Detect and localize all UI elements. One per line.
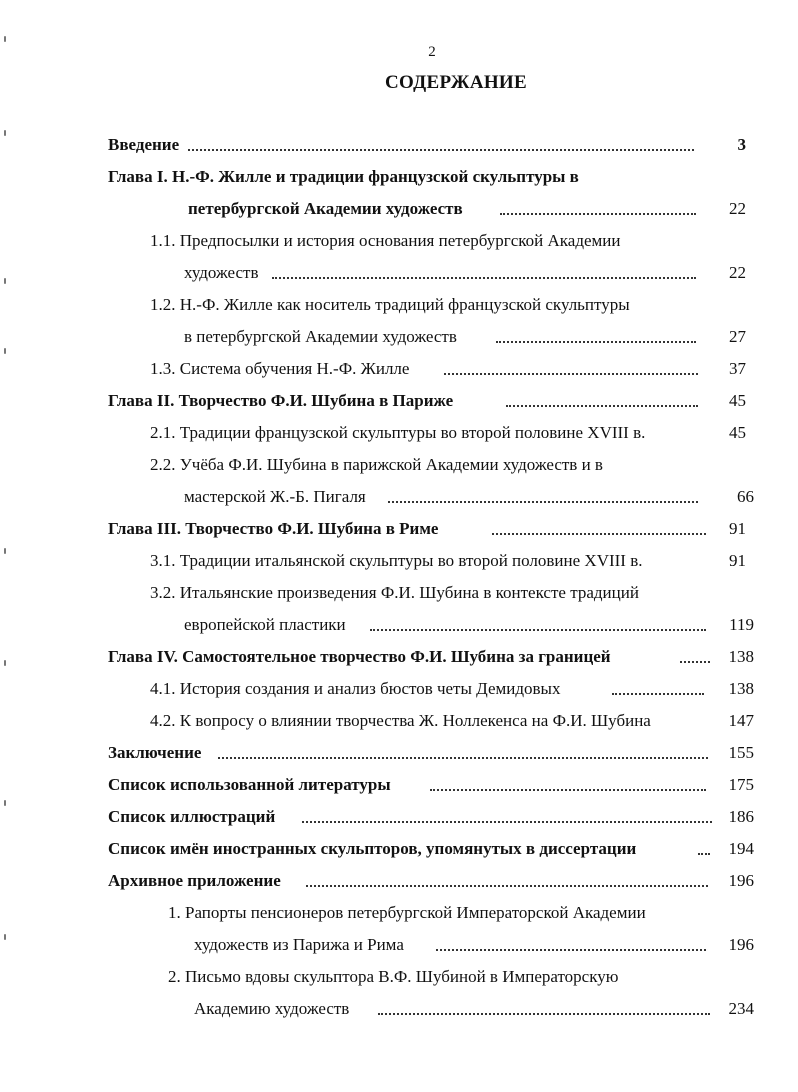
toc-entry-label: Глава IV. Самостоятельное творчество Ф.И. Шубина за границей (108, 647, 611, 666)
scan-mark (4, 934, 6, 940)
page-number: 2 (428, 44, 436, 60)
toc-page-number: 138 (728, 679, 754, 698)
toc-entry-section-3-2-cont (184, 612, 754, 638)
toc-entry-label: 2. Письмо вдовы скульптора В.Ф. Шубиной в Императорскую (168, 967, 619, 986)
toc-entry-archive (108, 868, 754, 894)
toc-entry-label: Глава II. Творчество Ф.И. Шубина в Париже (108, 391, 454, 410)
leader-dots (306, 883, 708, 887)
toc-entry-label: Список использованной литературы (108, 775, 391, 794)
leader-dots (506, 403, 698, 407)
toc-entry-label: Список иллюстраций (108, 807, 276, 826)
leader-dots (496, 339, 696, 343)
toc-page-number: 175 (728, 775, 754, 794)
toc-entry-section-4-2 (150, 708, 754, 734)
leader-dots (370, 627, 706, 631)
scan-mark (4, 36, 6, 42)
scan-mark (4, 348, 6, 354)
leader-dots (680, 659, 710, 663)
toc-entry-chapter-1-cont (188, 196, 754, 222)
toc-entry-label: Введение (108, 135, 180, 154)
toc-entry-section-1-2-cont (184, 324, 754, 350)
toc-entry-introduction (108, 132, 754, 158)
toc-entry-label: 1.3. Система обучения Н.-Ф. Жилле (150, 359, 410, 378)
toc-page-number: 66 (737, 487, 754, 506)
toc-entry-label: в петербургской Академии художеств (184, 327, 457, 346)
scan-mark (4, 800, 6, 806)
toc-entry-archive-item-1 (168, 900, 754, 926)
leader-dots (492, 531, 706, 535)
toc-page-number: 45 (729, 423, 746, 442)
toc-entry-archive-item-2 (168, 964, 754, 990)
toc-entry-label: художеств из Парижа и Рима (194, 935, 404, 954)
toc-page-number: 27 (729, 327, 746, 346)
leader-dots (444, 371, 698, 375)
toc-entry-label: 2.1. Традиции французской скульптуры во второй половине XVIII в. (150, 423, 646, 442)
toc-entry-label: художеств (184, 263, 259, 282)
leader-dots (436, 947, 706, 951)
toc-page-number: 234 (728, 999, 754, 1018)
toc-page-number: 22 (729, 199, 746, 218)
toc-page-number: 196 (728, 935, 754, 954)
toc-entry-archive-item-2-cont (194, 996, 754, 1022)
leader-dots (500, 211, 696, 215)
leader-dots (272, 275, 696, 279)
toc-entry-bibliography (108, 772, 754, 798)
toc-entry-section-1-2 (150, 292, 754, 318)
toc-entry-section-2-2 (150, 452, 754, 478)
toc-entry-label: 1. Рапорты пенсионеров петербургской Императорской Академии (168, 903, 646, 922)
toc-entry-section-4-1 (150, 676, 754, 702)
scan-mark (4, 130, 6, 136)
leader-dots (612, 691, 704, 695)
toc-entry-label: 3.1. Традиции итальянской скульптуры во второй половине XVIII в. (150, 551, 643, 570)
toc-entry-label: Глава III. Творчество Ф.И. Шубина в Риме (108, 519, 439, 538)
toc-page-number: 147 (728, 711, 754, 730)
leader-dots (388, 499, 698, 503)
toc-entry-section-2-2-cont (184, 484, 754, 510)
leader-dots (218, 755, 708, 759)
toc-entry-label: Список имён иностранных скульпторов, упомянутых в диссертации (108, 839, 637, 858)
leader-dots (698, 851, 710, 855)
leader-dots (188, 147, 694, 151)
toc-entry-label: Заключение (108, 743, 202, 762)
toc-entry-section-1-3 (150, 356, 754, 382)
toc-page-number: 22 (729, 263, 746, 282)
toc-entry-label: Академию художеств (194, 999, 350, 1018)
scan-mark (4, 548, 6, 554)
toc-page-number: 155 (728, 743, 754, 762)
toc-entry-section-3-1 (150, 548, 754, 574)
toc-entry-archive-item-1-cont (194, 932, 754, 958)
toc-entry-section-2-1 (150, 420, 754, 446)
toc-page-number: 91 (729, 551, 746, 570)
toc-entry-section-1-1-cont (184, 260, 754, 286)
toc-entry-label: Глава I. Н.-Ф. Жилле и традиции французской скульптуры в (108, 167, 579, 186)
toc-entry-label: 2.2. Учёба Ф.И. Шубина в парижской Академии художеств и в (150, 455, 603, 474)
toc-page-number: 45 (729, 391, 746, 410)
toc-entry-foreign-sculptors (108, 836, 754, 862)
toc-entry-chapter-3 (108, 516, 754, 542)
toc-page-number: 3 (737, 135, 746, 154)
toc-entry-section-3-2 (150, 580, 754, 606)
toc-entry-label: Архивное приложение (108, 871, 281, 890)
toc-page-number: 196 (728, 871, 754, 890)
toc-page-number: 37 (729, 359, 746, 378)
leader-dots (378, 1011, 710, 1015)
leader-dots (430, 787, 706, 791)
toc-entry-conclusion (108, 740, 754, 766)
toc-entry-chapter-2 (108, 388, 754, 414)
leader-dots (302, 819, 712, 823)
toc-entry-label: 1.1. Предпосылки и история основания петербургской Академии (150, 231, 621, 250)
toc-page-number: 186 (728, 807, 754, 826)
toc-entry-section-1-1 (150, 228, 754, 254)
toc-entry-illustrations (108, 804, 754, 830)
toc-page-number: 119 (729, 615, 754, 634)
toc-entry-chapter-1 (108, 164, 754, 190)
toc-entry-label: европейской пластики (184, 615, 346, 634)
toc-entry-label: 4.1. История создания и анализ бюстов четы Демидовых (150, 679, 561, 698)
toc-entry-chapter-4 (108, 644, 754, 670)
toc-entry-label: 3.2. Итальянские произведения Ф.И. Шубина в контексте традиций (150, 583, 639, 602)
toc-page-number: 91 (729, 519, 746, 538)
toc-entry-label: мастерской Ж.-Б. Пигаля (184, 487, 366, 506)
scan-mark (4, 660, 6, 666)
toc-entry-label: 4.2. К вопросу о влиянии творчества Ж. Ноллекенса на Ф.И. Шубина (150, 711, 651, 730)
page-title: СОДЕРЖАНИЕ (385, 72, 527, 93)
toc-page-number: 138 (728, 647, 754, 666)
toc-page-number: 194 (728, 839, 754, 858)
toc-entry-label: петербургской Академии художеств (188, 199, 463, 218)
toc-entry-label: 1.2. Н.-Ф. Жилле как носитель традиций французской скульптуры (150, 295, 630, 314)
scan-mark (4, 278, 6, 284)
